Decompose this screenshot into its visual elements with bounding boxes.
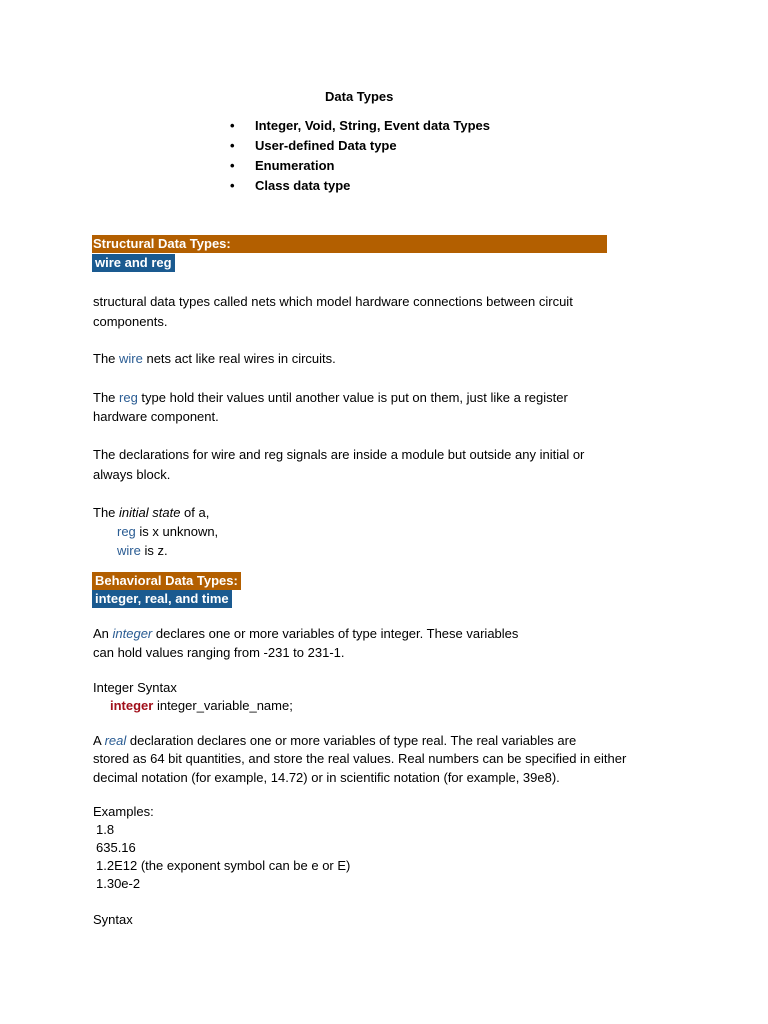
- reg-paragraph: The reg type hold their values until another value is put on them, just like a register: [93, 390, 568, 405]
- example-item: 1.8: [96, 822, 115, 837]
- integer-syntax-code: integer integer_variable_name;: [110, 698, 293, 713]
- structural-para-line2: components.: [93, 314, 168, 329]
- bullet-icon: •: [230, 138, 235, 153]
- list-item: • Integer, Void, String, Event data Types: [230, 118, 491, 133]
- reg-keyword: reg: [117, 524, 136, 539]
- list-item: • User-defined Data type: [230, 138, 397, 153]
- declarations-line2: always block.: [93, 467, 171, 482]
- list-item: • Class data type: [230, 178, 351, 193]
- initial-reg-line: reg is x unknown,: [117, 524, 219, 539]
- wire-keyword: wire: [119, 351, 143, 366]
- real-paragraph-line2: stored as 64 bit quantities, and store the real values. Real numbers can be specified in either: [93, 751, 627, 766]
- examples-label: Examples:: [93, 804, 154, 819]
- initial-state-line: The initial state of a,: [93, 505, 210, 520]
- declarations-line1: The declarations for wire and reg signals are inside a module but outside any initial or: [93, 447, 585, 462]
- real-paragraph-line3: decimal notation (for example, 14.72) or in scientific notation (for example, 39e8).: [93, 770, 560, 785]
- list-item: • Enumeration: [230, 158, 335, 173]
- page-title: Data Types: [325, 89, 394, 104]
- bullet-icon: •: [230, 158, 235, 173]
- syntax-footer: Syntax: [93, 912, 133, 927]
- structural-para-line1: structural data types called nets which model hardware connections between circuit: [93, 294, 573, 309]
- example-item: 1.2E12 (the exponent symbol can be e or E): [96, 858, 351, 873]
- bullet-icon: •: [230, 118, 235, 133]
- reg-keyword: reg: [119, 390, 138, 405]
- bullet-icon: •: [230, 178, 235, 193]
- integer-keyword: integer: [110, 698, 154, 713]
- real-paragraph: A real declaration declares one or more variables of type real. The real variables are: [93, 733, 577, 748]
- structural-subheader: wire and reg: [92, 254, 175, 272]
- example-item: 635.16: [96, 840, 136, 855]
- wire-keyword: wire: [117, 543, 141, 558]
- initial-wire-line: wire is z.: [117, 543, 168, 558]
- integer-syntax-label: Integer Syntax: [93, 680, 177, 695]
- behavioral-header: Behavioral Data Types:: [92, 572, 241, 590]
- integer-paragraph: An integer declares one or more variables of type integer. These variables: [93, 626, 519, 641]
- example-item: 1.30e-2: [96, 876, 141, 891]
- wire-paragraph: The wire nets act like real wires in circuits.: [93, 351, 336, 366]
- reg-paragraph-line2: hardware component.: [93, 409, 219, 424]
- structural-header: Structural Data Types:: [92, 235, 607, 253]
- data-type-list: [230, 116, 490, 196]
- integer-paragraph-line2: can hold values ranging from -231 to 231-1.: [93, 645, 345, 660]
- behavioral-subheader: integer, real, and time: [92, 590, 232, 608]
